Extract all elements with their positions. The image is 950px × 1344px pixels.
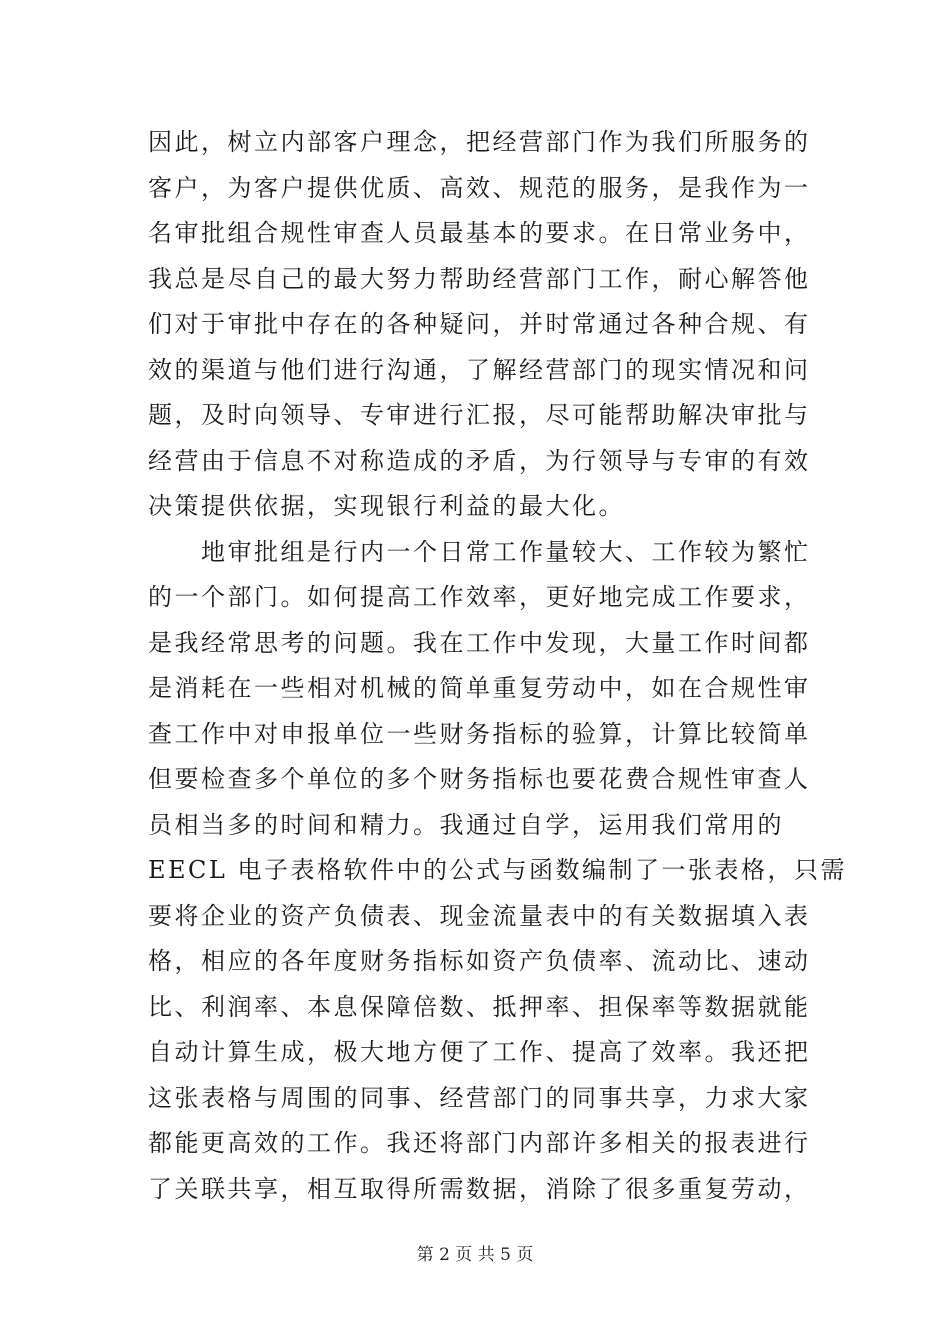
text-line: EECL 电子表格软件中的公式与函数编制了一张表格，只需 (148, 856, 847, 884)
text-line: 因此，树立内部客户理念，把经营部门作为我们所服务的 (148, 128, 811, 156)
text-line: 是我经常思考的问题。我在工作中发现，大量工作时间都 (148, 628, 811, 657)
text-line: 名审批组合规性审查人员最基本的要求。在日常业务中， (148, 219, 811, 247)
text-line: 地审批组是行内一个日常工作量较大、工作较为繁忙 (148, 537, 811, 566)
text-line: 比、利润率、本息保障倍数、抵押率、担保率等数据就能 (148, 992, 811, 1021)
text-line: 格，相应的各年度财务指标如资产负债率、流动比、速动 (148, 947, 811, 975)
text-line: 自动计算生成，极大地方便了工作、提高了效率。我还把 (148, 1038, 811, 1066)
text-line: 的一个部门。如何提高工作效率，更好地完成工作要求， (148, 583, 811, 611)
text-line: 决策提供依据，实现银行利益的最大化。 (148, 492, 625, 520)
body-text (148, 120, 847, 1212)
text-line: 都能更高效的工作。我还将部门内部许多相关的报表进行 (148, 1129, 811, 1157)
text-line: 要将企业的资产负债表、现金流量表中的有关数据填入表 (148, 901, 811, 930)
text-line: 员相当多的时间和精力。我通过自学，运用我们常用的 (148, 810, 784, 839)
text-line: 查工作中对申报单位一些财务指标的验算，计算比较简单 (148, 719, 811, 748)
page-number-footer: 第 2 页 共 5 页 (416, 1245, 534, 1265)
text-line: 客户，为客户提供优质、高效、规范的服务，是我作为一 (148, 173, 811, 202)
text-line: 题，及时向领导、专审进行汇报，尽可能帮助解决审批与 (148, 401, 811, 429)
text-line: 了关联共享，相互取得所需数据，消除了很多重复劳动， (148, 1174, 811, 1203)
text-line: 我总是尽自己的最大努力帮助经营部门工作，耐心解答他 (148, 264, 811, 293)
text-line: 效的渠道与他们进行沟通，了解经营部门的现实情况和问 (148, 355, 811, 384)
text-line: 这张表格与周围的同事、经营部门的同事共享，力求大家 (148, 1083, 811, 1112)
text-line: 是消耗在一些相对机械的简单重复劳动中，如在合规性审 (148, 674, 811, 702)
text-line: 经营由于信息不对称造成的矛盾，为行领导与专审的有效 (148, 446, 811, 475)
text-line: 但要检查多个单位的多个财务指标也要花费合规性审查人 (148, 765, 811, 793)
text-line: 们对于审批中存在的各种疑问，并时常通过各种合规、有 (148, 310, 811, 338)
